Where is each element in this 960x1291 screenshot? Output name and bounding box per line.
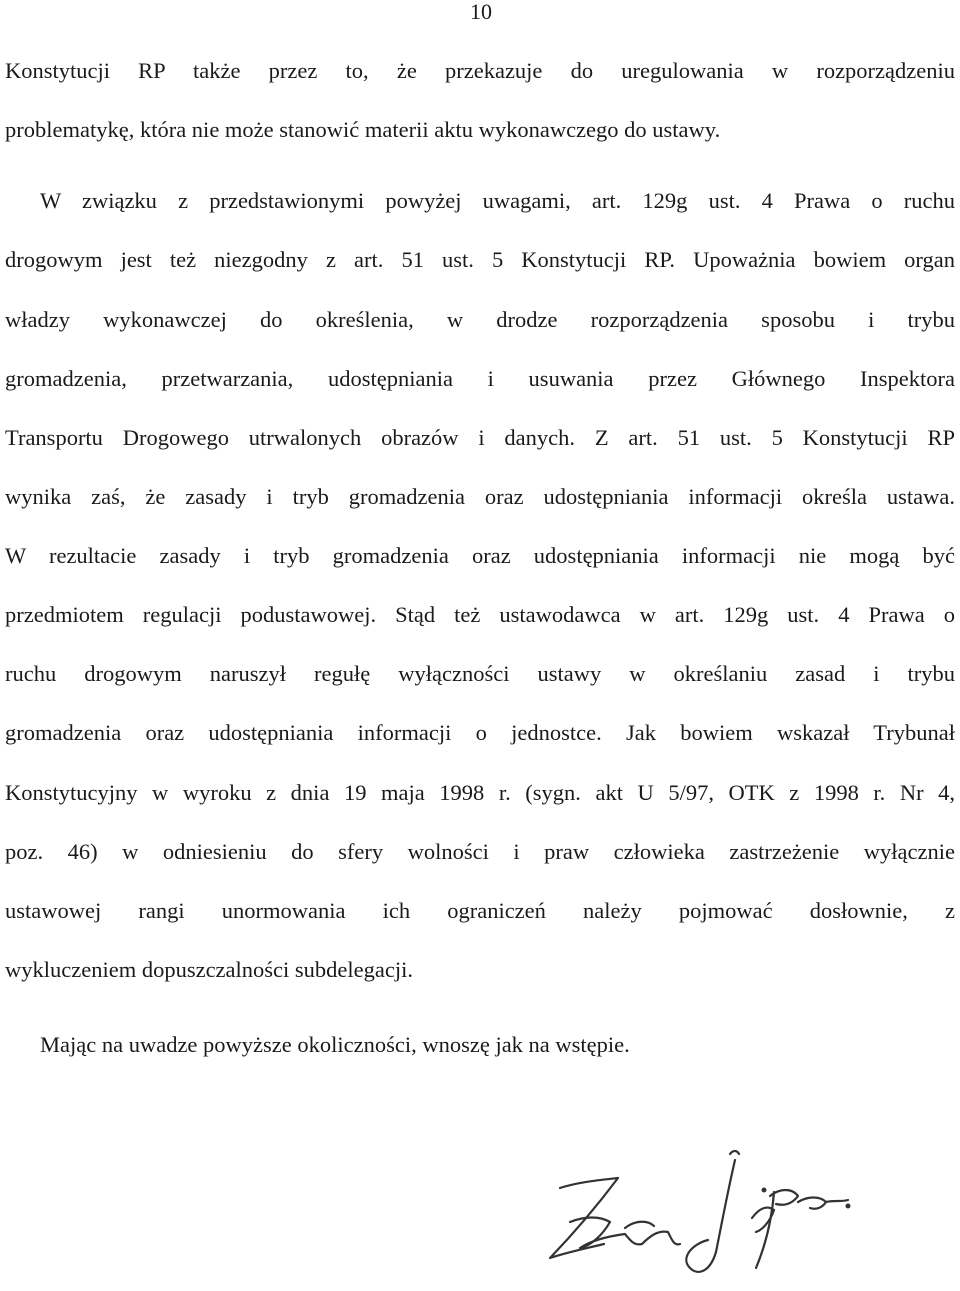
text-line: wynika zaś, że zasady i tryb gromadzenia oraz udostępniania informacji określa ustawa. <box>5 484 955 509</box>
text-line: problematykę, która nie może stanowić materii aktu wykonawczego do ustawy. <box>5 117 721 142</box>
text-line: wykluczeniem dopuszczalności subdelegacji. <box>5 957 413 982</box>
text-line: przedmiotem regulacji podustawowej. Stąd też ustawodawca w art. 129g ust. 4 Prawa o <box>5 602 955 627</box>
text-line: gromadzenia, przetwarzania, udostępniania i usuwania przez Głównego Inspektora <box>5 366 955 391</box>
text-line: ustawowej rangi unormowania ich ograniczeń należy pojmować dosłownie, z <box>5 898 955 923</box>
text-line: W rezultacie zasady i tryb gromadzenia oraz udostępniania informacji nie mogą być <box>5 543 955 568</box>
text-line: gromadzenia oraz udostępniania informacji o jednostce. Jak bowiem wskazał Trybunał <box>5 720 955 745</box>
signature-icon <box>530 1140 880 1280</box>
text-line: Transportu Drogowego utrwalonych obrazów i danych. Z art. 51 ust. 5 Konstytucji RP <box>5 425 955 450</box>
text-line: Konstytucji RP także przez to, że przekazuje do uregulowania w rozporządzeniu <box>5 58 955 83</box>
text-line: poz. 46) w odniesieniu do sfery wolności i praw człowieka zastrzeżenie wyłącznie <box>5 839 955 864</box>
text-line: Konstytucyjny w wyroku z dnia 19 maja 1998 r. (sygn. akt U 5/97, OTK z 1998 r. Nr 4, <box>5 780 955 805</box>
text-line: ruchu drogowym naruszył regułę wyłączności ustawy w określaniu zasad i trybu <box>5 661 955 686</box>
closing-line: Mając na uwadze powyższe okoliczności, wnoszę jak na wstępie. <box>40 1032 630 1057</box>
text-line: władzy wykonawczej do określenia, w drodze rozporządzenia sposobu i trybu <box>5 307 955 332</box>
paragraph-first-line: W związku z przedstawionymi powyżej uwagami, art. 129g ust. 4 Prawa o ruchu <box>40 188 955 213</box>
text-line: drogowym jest też niezgodny z art. 51 ust. 5 Konstytucji RP. Upoważnia bowiem organ <box>5 247 955 272</box>
page-number: 10 <box>470 0 492 24</box>
